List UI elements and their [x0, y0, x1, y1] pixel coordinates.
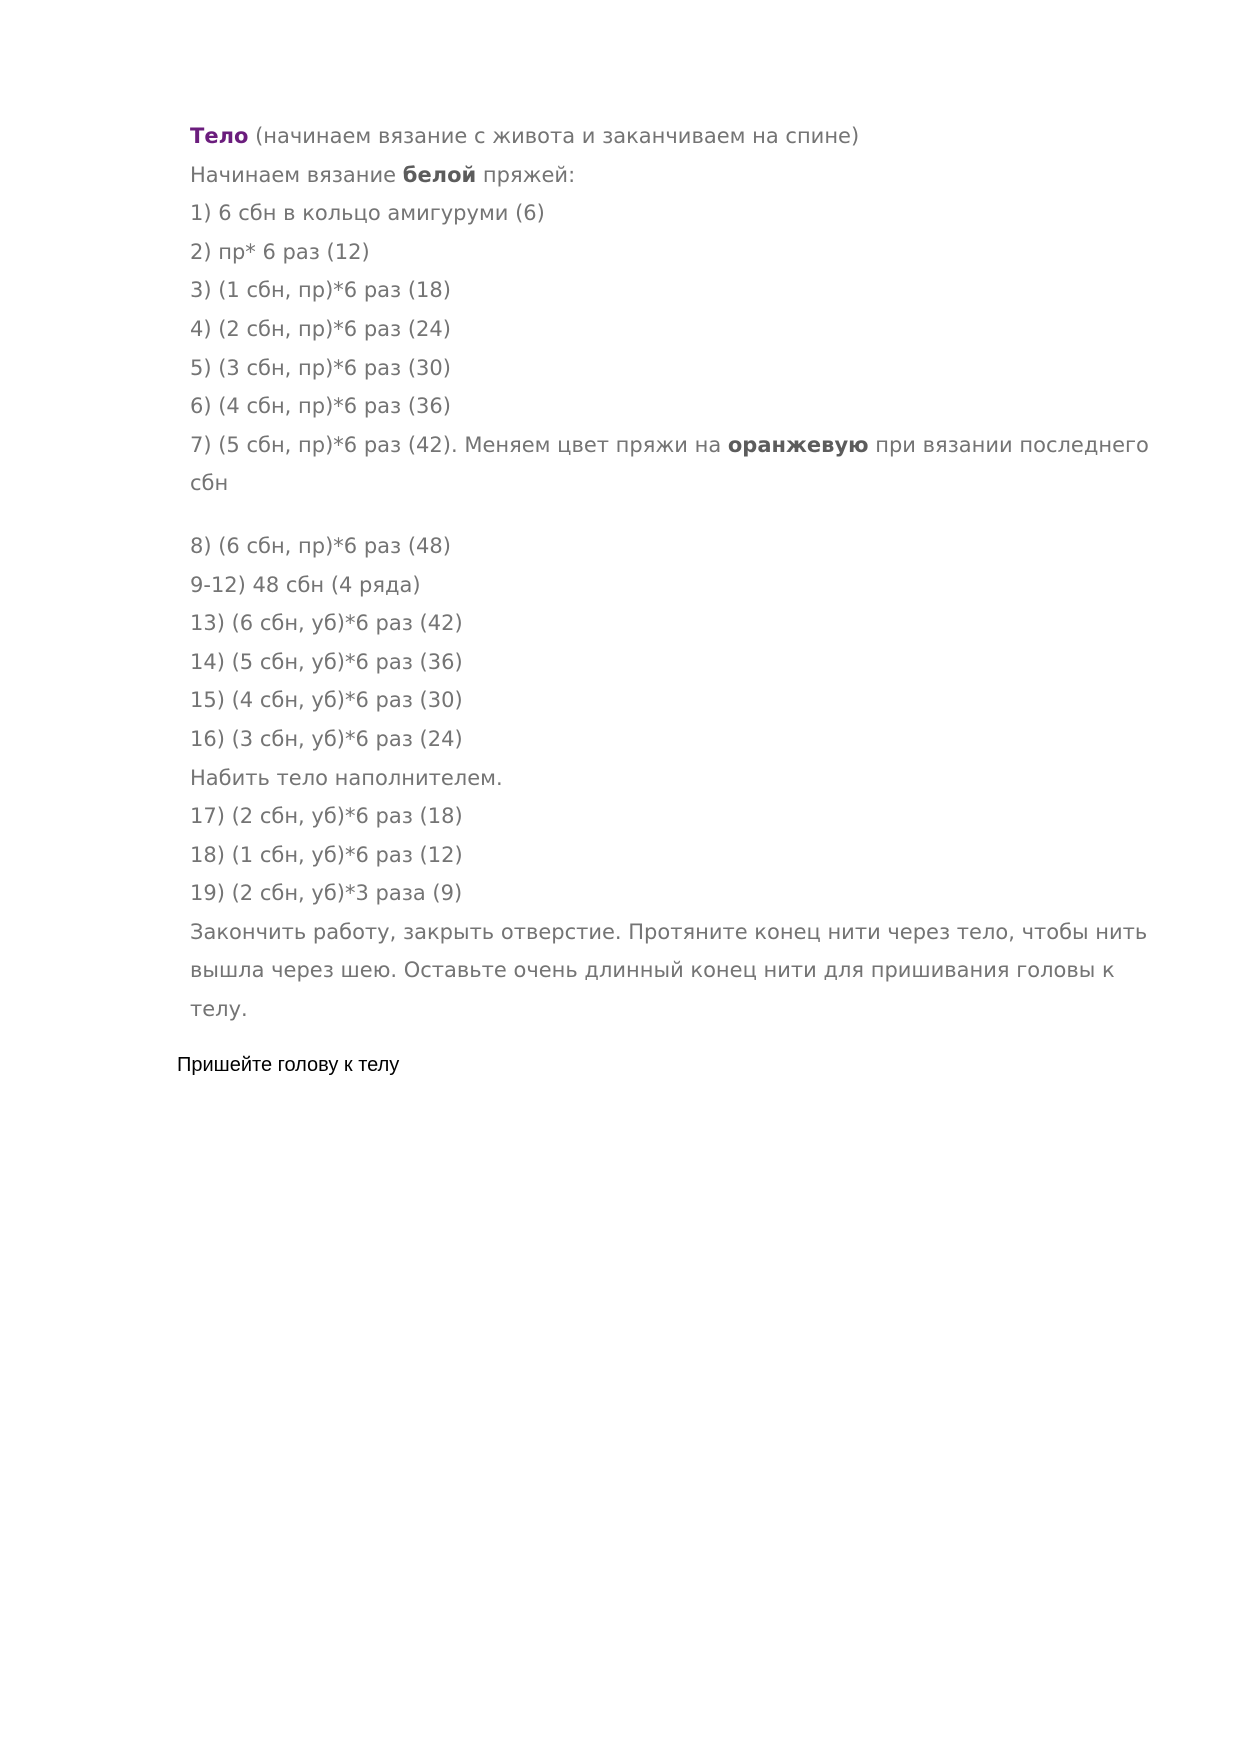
row-16: 16) (3 сбн, уб)*6 раз (24)	[190, 726, 463, 751]
pattern-body-section	[190, 117, 1170, 1029]
row-4: 4) (2 сбн, пр)*6 раз (24)	[190, 316, 451, 341]
row-5: 5) (3 сбн, пр)*6 раз (30)	[190, 355, 451, 380]
finishing-instructions: Закончить работу, закрыть отверстие. Протяните конец нити через тело, чтобы нить вышла через шею. Оставьте очень длинный конец нити для пришивания головы к телу.	[190, 919, 1148, 1022]
row-7	[190, 426, 1170, 503]
row-13: 13) (6 сбн, уб)*6 раз (42)	[190, 611, 463, 636]
row-1: 1) 6 сбн в кольцо амигуруми (6)	[190, 201, 545, 226]
intro-prefix: Начинаем вязание	[190, 162, 403, 187]
intro-line	[190, 156, 1170, 195]
intro-suffix: пряжей:	[476, 162, 576, 187]
attach-head-note: Пришейте голову к телу	[177, 1054, 400, 1076]
section-title-note: (начинаем вязание с живота и заканчиваем на спине)	[248, 124, 860, 148]
row-7-prefix: 7) (5 сбн, пр)*6 раз (42). Меняем цвет пряжи на	[190, 432, 728, 457]
row-7-yarn-color: оранжевую	[727, 432, 869, 457]
row-19: 19) (2 сбн, уб)*3 раза (9)	[190, 881, 463, 906]
row-2: 2) пр* 6 раз (12)	[190, 239, 370, 264]
row-17: 17) (2 сбн, уб)*6 раз (18)	[190, 804, 463, 829]
row-3: 3) (1 сбн, пр)*6 раз (18)	[190, 278, 451, 303]
row-18: 18) (1 сбн, уб)*6 раз (12)	[190, 842, 463, 867]
section-heading	[190, 117, 1170, 156]
intro-yarn-color: белой	[402, 162, 477, 187]
section-title: Тело	[190, 124, 249, 148]
row-15: 15) (4 сбн, уб)*6 раз (30)	[190, 688, 463, 713]
row-14: 14) (5 сбн, уб)*6 раз (36)	[190, 649, 463, 674]
stuffing-note: Набить тело наполнителем.	[190, 765, 503, 790]
paragraph-gap	[190, 503, 1170, 527]
row-9-12: 9-12) 48 сбн (4 ряда)	[190, 572, 421, 597]
row-8: 8) (6 сбн, пр)*6 раз (48)	[190, 533, 451, 558]
row-7-suffix: при вязании последнего сбн	[190, 432, 1149, 496]
row-6: 6) (4 сбн, пр)*6 раз (36)	[190, 394, 451, 419]
